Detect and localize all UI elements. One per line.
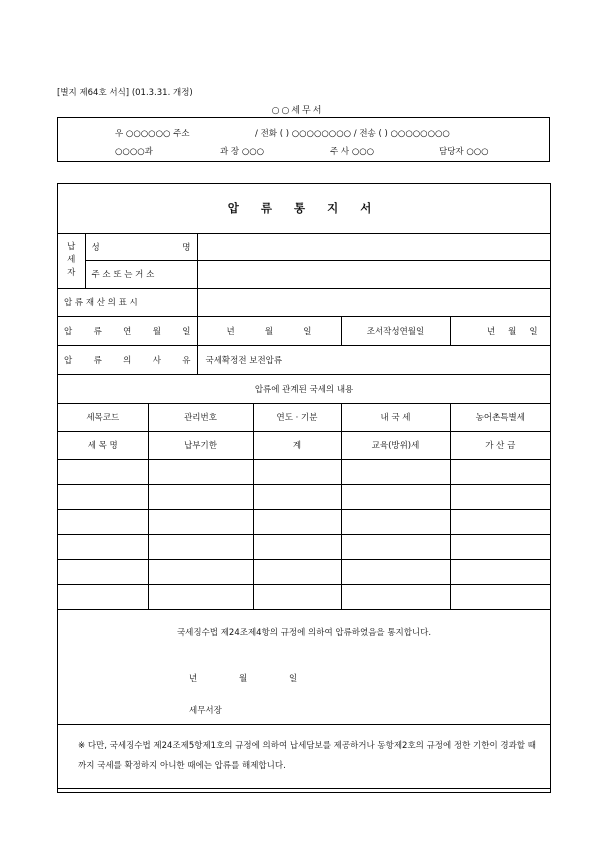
table-cell[interactable]: [341, 484, 450, 509]
table-cell[interactable]: [450, 534, 550, 559]
report-date-field[interactable]: 년 월 일: [450, 316, 550, 345]
table-cell[interactable]: [148, 559, 253, 584]
col-management-number: 관리번호: [148, 403, 253, 431]
table-row: [58, 484, 550, 509]
name-field[interactable]: [197, 233, 550, 260]
col-penalty: 가 산 금: [450, 431, 550, 459]
seizure-date-field[interactable]: 년 월 일: [197, 316, 341, 345]
notice-date-month: 월: [239, 673, 248, 684]
table-cell[interactable]: [341, 534, 450, 559]
table-cell[interactable]: [450, 584, 550, 609]
table-cell[interactable]: [253, 584, 341, 609]
table-cell[interactable]: [58, 459, 148, 484]
table-cell[interactable]: [450, 559, 550, 584]
table-cell[interactable]: [450, 509, 550, 534]
table-row: [58, 459, 550, 484]
table-cell[interactable]: [253, 459, 341, 484]
col-domestic-tax: 내 국 세: [341, 403, 450, 431]
seizure-reason-value: 국세확정전 보전압류: [197, 345, 550, 374]
table-cell[interactable]: [148, 584, 253, 609]
table-row: [58, 509, 550, 534]
section-chief: 과 장 ○○○: [220, 147, 265, 157]
table-cell[interactable]: [341, 459, 450, 484]
table-cell[interactable]: [253, 484, 341, 509]
table-row: [58, 559, 550, 584]
col-payment-deadline: 납부기한: [148, 431, 253, 459]
table-cell[interactable]: [148, 459, 253, 484]
table-cell[interactable]: [148, 484, 253, 509]
table-cell[interactable]: [341, 584, 450, 609]
notice-date-day: 일: [289, 673, 298, 684]
notice-date-year: 년: [189, 673, 198, 684]
table-cell[interactable]: [450, 459, 550, 484]
report-date-label: 조서작성연월일: [341, 316, 450, 345]
table-cell[interactable]: [253, 534, 341, 559]
tax-officer: 주 사 ○○○: [330, 147, 375, 157]
form-number: [별지 제64호 서식] (01.3.31. 개정): [57, 88, 193, 98]
table-cell[interactable]: [341, 559, 450, 584]
col-total: 계: [253, 431, 341, 459]
seizure-reason-label: 압 류 의 사 유: [58, 345, 197, 374]
table-cell[interactable]: [148, 534, 253, 559]
table-cell[interactable]: [148, 509, 253, 534]
notice-section: [58, 609, 550, 724]
document-title: 압 류 통 지 서: [58, 184, 550, 233]
name-label: 성 명: [85, 233, 197, 260]
seizure-notice-form: [57, 183, 551, 793]
col-education-tax: 교육(방위)세: [341, 431, 450, 459]
address-label: 주 소 또 는 거 소: [85, 260, 197, 288]
table-cell[interactable]: [253, 559, 341, 584]
col-year-period: 연도 · 기분: [253, 403, 341, 431]
col-tax-item-name: 세 목 명: [58, 431, 148, 459]
seized-property-label: 압 류 재 산 의 표 시: [58, 288, 197, 316]
table-cell[interactable]: [58, 584, 148, 609]
col-rural-special-tax: 농어촌특별세: [450, 403, 550, 431]
table-cell[interactable]: [58, 559, 148, 584]
table-row: [58, 584, 550, 609]
col-tax-code: 세목코드: [58, 403, 148, 431]
office-phone-fax: / 전화 ( ) ○○○○○○○○ / 전송 ( ) ○○○○○○○○: [255, 129, 450, 139]
person-in-charge: 담당자 ○○○: [439, 147, 489, 157]
tax-section-title: 압류에 관계된 국세의 내용: [58, 374, 550, 403]
office-postal-address: 우 ○○○○○○ 주소: [115, 129, 190, 139]
table-cell[interactable]: [58, 534, 148, 559]
office-header-box: [57, 117, 550, 162]
table-cell[interactable]: [253, 509, 341, 534]
table-cell[interactable]: [58, 484, 148, 509]
table-cell[interactable]: [58, 509, 148, 534]
table-row: [58, 534, 550, 559]
address-field[interactable]: [197, 260, 550, 288]
table-cell[interactable]: [450, 484, 550, 509]
seized-property-field[interactable]: [197, 288, 550, 316]
release-condition-note: ※ 다만, 국세징수법 제24조제5항제1호의 규정에 의하여 납세담보를 제공하거나 동항제2호의 규정에 정한 기한이 경과할 때까지 국세를 확정하지 아니한 때에는 압류를 해제합니다.: [58, 724, 550, 788]
notice-text: 국세징수법 제24조제4항의 규정에 의하여 압류하였음을 통지합니다.: [176, 627, 432, 638]
office-department: ○○○○과: [115, 147, 153, 157]
taxpayer-group-label: 납 세 자: [58, 233, 85, 288]
table-cell[interactable]: [341, 509, 450, 534]
seizure-date-label: 압 류 연 월 일: [58, 316, 197, 345]
tax-office-head-signature: 세무서장: [189, 705, 222, 716]
office-title: ○○세무서: [271, 106, 324, 116]
